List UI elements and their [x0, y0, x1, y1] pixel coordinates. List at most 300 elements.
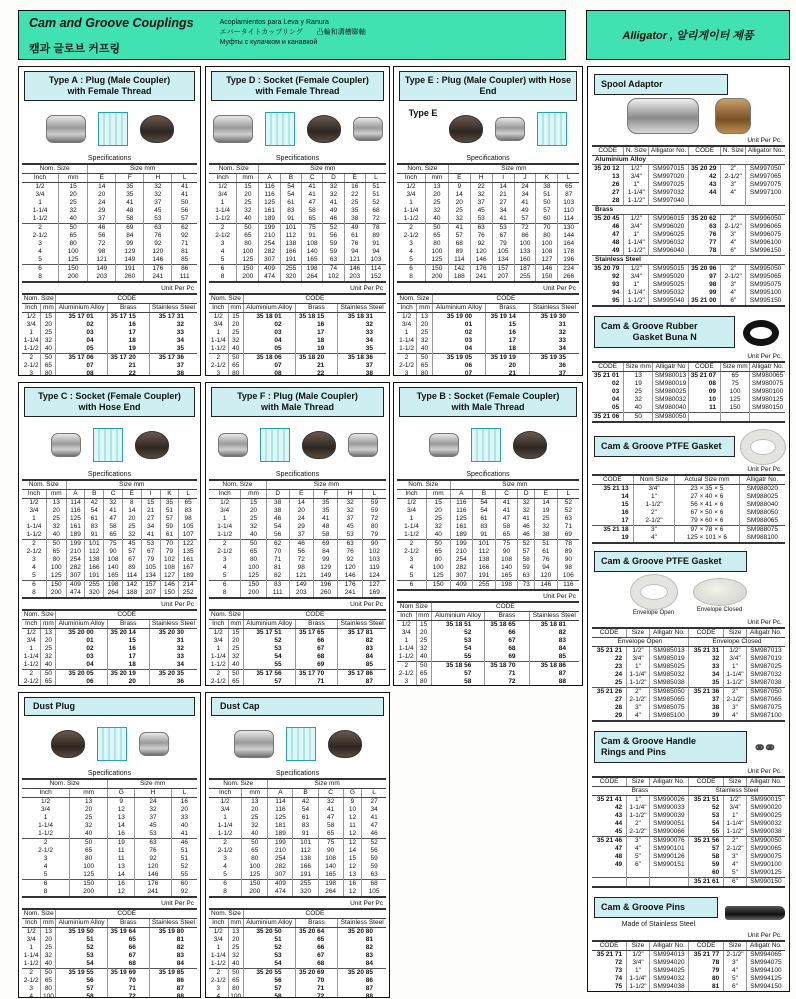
table-cell: 2-1/2" [627, 696, 650, 704]
table-cell: 35 21 36 [688, 688, 723, 697]
table-cell: 8 [223, 888, 227, 895]
rubber-gasket-photo-icon [743, 320, 779, 346]
table-cell: 41 [495, 499, 518, 508]
table-cell: 3/4" [633, 485, 675, 494]
table-cell: 49 [612, 247, 620, 254]
code-table [22, 908, 197, 998]
table-cell: 1-1/4" [624, 189, 649, 197]
product-photo-icon [513, 431, 547, 459]
header-row [397, 174, 579, 183]
product-images [397, 420, 579, 470]
table-cell: 08 [243, 370, 295, 376]
table-cell: 150 [242, 880, 268, 889]
table-cell: 47 [302, 199, 323, 207]
table-cell: 68 [295, 653, 338, 661]
column-header: B [293, 789, 318, 798]
table-cell: 43 [688, 181, 720, 189]
table-cell: 91 [365, 240, 386, 248]
table-cell: 103 [365, 256, 386, 265]
table-cell: 20 [417, 321, 433, 329]
table-cell: 51 [536, 191, 558, 199]
column-header: J [514, 174, 536, 183]
table-cell: 98 [88, 248, 116, 256]
table-cell: 83 [266, 581, 289, 590]
table-cell: SM990039 [649, 812, 688, 820]
table-cell: 57 [243, 985, 295, 993]
table-cell: 57 [56, 985, 107, 993]
table-cell: 9 [448, 183, 470, 192]
column-header: H [135, 789, 172, 798]
table-row [397, 637, 579, 645]
table-row [592, 388, 785, 396]
table-cell: SM996025 [649, 231, 689, 239]
table-cell: 51 [171, 855, 197, 863]
table-cell: 22 [107, 370, 149, 376]
table-cell: 16 [108, 880, 135, 889]
table-cell: 1-1/2 [32, 215, 48, 222]
table-cell: 72 [362, 515, 386, 523]
table-row [209, 240, 386, 248]
table-cell: 142 [448, 265, 470, 274]
table-cell: 41 [172, 183, 197, 192]
table-cell: 2 [397, 224, 426, 233]
table-cell: 47 [318, 814, 343, 822]
header-row [22, 164, 197, 174]
table-cell: 94 [344, 248, 365, 256]
table-row [22, 215, 197, 224]
table-cell: 32 [624, 396, 653, 404]
table-cell: 41 [302, 183, 323, 192]
technical-drawing-icon [97, 727, 127, 761]
table-cell: 35 [160, 499, 179, 508]
table-cell: 150 [46, 581, 66, 590]
code-table [209, 908, 386, 998]
table-row [592, 526, 785, 535]
product-photo-icon [495, 117, 525, 141]
table-row [22, 531, 197, 540]
table-cell: 56 [172, 207, 197, 215]
column-header: Nom. Size [22, 294, 56, 304]
table-row [209, 273, 386, 282]
table-cell: 3" [721, 281, 746, 289]
table-cell: 41 [518, 515, 535, 523]
table-cell: 35 17 15 [107, 313, 149, 322]
table-cell: 5 [223, 871, 227, 878]
table-cell: 52 [243, 944, 295, 952]
table-cell: SM990050 [746, 837, 785, 846]
table-row [209, 548, 386, 556]
table-cell: 187 [514, 265, 536, 274]
table-cell: 68 [295, 960, 338, 969]
table-cell: SM995025 [649, 281, 689, 289]
technical-drawing-icon [537, 112, 567, 146]
table-cell: 191 [85, 572, 104, 581]
alligator-header-title: Alligator , 알리게이터 제품 [622, 30, 754, 42]
table-cell: 52 [688, 804, 723, 812]
table-cell: 102 [160, 556, 179, 564]
table-cell: 2" [724, 688, 747, 697]
header-row [397, 164, 579, 174]
table-cell: 1-1/4" [627, 804, 650, 812]
table-cell: 27 [612, 189, 620, 196]
table-row [22, 329, 197, 337]
table-cell: 03 [611, 388, 620, 395]
table-row [397, 572, 579, 581]
table-cell: 51 [56, 936, 107, 944]
table-cell: 58 [688, 853, 723, 861]
column-header: CODE [592, 941, 627, 951]
table-row [209, 224, 386, 233]
table-cell: 4 [223, 863, 227, 870]
table-cell: 65 [417, 362, 433, 370]
table-cell: SM980019 [653, 380, 688, 388]
table-cell: 81 [688, 983, 723, 992]
table-cell: 35 18 51 [431, 621, 485, 630]
table-cell: 161 [450, 523, 473, 531]
table-cell: SM990126 [649, 853, 688, 861]
table-cell: 114 [268, 798, 293, 807]
section-title: Cam & Groove Pins [594, 897, 718, 918]
section-title: Cam & Groove Rubber Gasket Buna N [594, 316, 735, 348]
table-cell: 176 [470, 265, 492, 274]
table-cell: 32 [688, 655, 723, 663]
table-cell: 65 [242, 847, 268, 855]
table-cell: 2-1/2" [721, 223, 746, 231]
table-cell: 165 [495, 572, 518, 581]
table-row [22, 191, 197, 199]
table-cell: 24 [289, 515, 313, 523]
table-cell: 20 [448, 199, 470, 207]
table-cell: 191 [473, 572, 496, 581]
table-cell: 35 20 62 [688, 215, 720, 224]
table-cell: 70 [266, 548, 289, 556]
column-header: CODE [243, 294, 386, 304]
table-cell: SM985038 [649, 679, 688, 688]
table-cell: 14 [492, 183, 514, 192]
table-cell: 3 [222, 556, 227, 563]
column-header: Stainless Steel [688, 787, 785, 796]
table-cell: 1 [43, 814, 48, 821]
table-cell: 35 18 81 [529, 621, 579, 630]
table-cell: 56 [289, 548, 313, 556]
table-cell: 3/4 [26, 637, 36, 644]
table-cell: 32 [144, 183, 172, 192]
table-cell: 5" [724, 869, 747, 878]
table-cell: 47 [104, 515, 123, 523]
table-cell: 100 [59, 248, 88, 256]
table-cell: 13 [242, 798, 268, 807]
table-cell: 2 [209, 354, 228, 363]
unit-label: Unit Per Pc [350, 285, 383, 292]
table-cell: 41 [318, 806, 343, 814]
table-cell: 307 [450, 572, 473, 581]
table-row [209, 814, 386, 822]
table-cell: SM994065 [746, 951, 785, 960]
table-cell: 19 [624, 380, 653, 388]
table-cell: 241 [470, 273, 492, 282]
table-cell: 79 [688, 967, 723, 975]
table-cell: SM980075 [750, 380, 785, 388]
table-cell: 65 [107, 936, 149, 944]
table-cell: 57 [448, 232, 470, 240]
table-row [22, 944, 197, 952]
column-header: E [88, 174, 116, 183]
table-row [209, 670, 386, 679]
table-cell: 63 [557, 515, 579, 523]
table-row [592, 992, 785, 993]
table-cell: 38 [338, 370, 386, 376]
table-cell: SM980125 [750, 396, 785, 404]
column-header: Nom. Size [397, 294, 432, 304]
table-cell: 02 [432, 329, 485, 337]
table-row [22, 499, 197, 508]
table-cell: SM994100 [746, 967, 785, 975]
table-cell: 90 [104, 548, 123, 556]
table-row [592, 485, 785, 494]
table-cell: 12 [343, 888, 362, 897]
table-cell: 3/4" [624, 173, 649, 181]
table-cell: 198 [302, 265, 323, 274]
table-cell: 41 [104, 507, 123, 515]
column-header: Aluminium Alloy [431, 612, 485, 621]
table-cell: 59 [518, 564, 535, 572]
table-cell: 86 [149, 977, 197, 985]
pin-photo-icon [725, 906, 785, 920]
table-cell: 35 18 36 [338, 354, 386, 363]
column-header: Size mm [268, 779, 386, 789]
table-cell: 14 [535, 499, 558, 508]
table-row [592, 655, 785, 663]
table-cell: 3 [216, 985, 221, 992]
table-cell: 52 [56, 944, 107, 952]
table-cell: 67 [485, 637, 529, 645]
spool-adaptor-brass-photo-icon [715, 98, 751, 134]
table-cell: 1-1/4 [403, 207, 419, 214]
table-cell: 35 [344, 207, 365, 215]
table-row [209, 199, 386, 207]
table-cell: 25 [228, 645, 243, 653]
table-cell: 59 [323, 240, 344, 248]
table-cell: 169 [362, 589, 386, 598]
table-cell: 122 [179, 540, 197, 549]
table-cell: 2" [633, 509, 675, 517]
table-cell: 17 [295, 329, 338, 337]
table-row [209, 863, 386, 871]
table-cell: 06 [432, 362, 485, 370]
table-cell: 80 [237, 240, 259, 248]
table-cell: 02 [243, 321, 295, 329]
table-cell: 2-1/2" [721, 173, 746, 181]
table-cell: SM997075 [746, 181, 785, 189]
table-cell: 150 [160, 589, 179, 598]
table-cell: 80 [362, 523, 386, 531]
table-cell: 254 [66, 556, 85, 564]
table-cell: 14 [108, 822, 135, 830]
table-cell: 199 [259, 224, 280, 233]
table-cell: 2-1/2" [633, 517, 675, 526]
table-cell: 97 × 78 × 6 [675, 526, 739, 535]
table-row [592, 493, 785, 501]
table-cell: 252 [179, 589, 197, 598]
table-cell: 35 19 85 [149, 969, 197, 978]
table-cell: 35 20 96 [688, 265, 720, 274]
table-cell: 85 [529, 653, 579, 662]
table-cell: 16 [344, 183, 365, 192]
table-row [209, 191, 386, 199]
table-cell: 207 [141, 589, 160, 598]
table-cell: 1-1/4 [26, 523, 42, 530]
product-photo-icon [140, 115, 174, 143]
table-cell: 58 [243, 993, 295, 998]
table-row [22, 822, 197, 830]
table-cell: 32 [149, 645, 197, 653]
table-cell: 2 [397, 662, 416, 671]
table-cell: 71 [557, 523, 579, 531]
table-cell: 77 [688, 239, 720, 247]
table-cell: 1-1/2 [217, 830, 233, 837]
table-cell: 1/2 [22, 183, 59, 192]
table-cell: 50 [426, 224, 449, 233]
section-row: Stainless Steel [592, 256, 785, 265]
table-cell: 3 [43, 855, 48, 862]
table-cell: 49 [514, 207, 536, 215]
table-cell: 05 [56, 345, 107, 354]
table-cell: 13 [70, 798, 108, 807]
product-images [22, 104, 197, 154]
table-cell: 53 [135, 830, 172, 839]
envelope-open-photo-icon [631, 575, 677, 609]
table-cell: 1" [627, 663, 650, 671]
table-cell: 94 [535, 564, 558, 572]
table-cell: 33 [149, 653, 197, 661]
table-row [397, 354, 579, 363]
table-row [397, 653, 579, 662]
table-row [592, 812, 785, 820]
table-cell: 76 [338, 548, 362, 556]
table-cell: 1 [32, 515, 36, 522]
column-header: D [323, 174, 344, 183]
table-cell: 86 [172, 265, 197, 274]
table-row [22, 960, 197, 969]
table-cell: 32 [338, 321, 386, 329]
table-cell: 13 [41, 928, 56, 937]
table-cell: 409 [268, 880, 293, 889]
table-cell: 3/4 [26, 321, 36, 328]
table-row [209, 354, 386, 363]
column-header: Inch [22, 490, 46, 499]
table-cell: 61 [473, 515, 496, 523]
table-row [592, 223, 785, 231]
table-cell: 35 18 01 [243, 313, 295, 322]
table-cell: 1/2" [724, 647, 747, 656]
table-cell: 67 [107, 952, 149, 960]
table-cell: 50 [41, 670, 56, 679]
table-cell: 120 [135, 863, 172, 871]
table-cell: 166 [293, 863, 318, 871]
column-header: CODE [688, 777, 723, 787]
spec-caption: Specifications [466, 155, 510, 162]
table-cell: 307 [268, 871, 293, 880]
table-row [397, 564, 579, 572]
header-row [592, 362, 785, 372]
product-photo-icon [302, 431, 336, 459]
table-cell: 8 [43, 888, 48, 895]
table-cell: 1-1/2" [627, 983, 650, 992]
table-cell: 55 [431, 653, 485, 662]
table-row [209, 589, 386, 598]
table-cell: 83 [529, 637, 579, 645]
table-cell: SM997015 [649, 165, 689, 174]
table-cell: SM988040 [739, 501, 785, 509]
table-row [397, 248, 579, 256]
table-row [209, 370, 386, 376]
table-cell: 54 [243, 653, 295, 661]
table-cell: 35 17 81 [338, 629, 386, 638]
table-cell: 29 [88, 207, 116, 215]
table-cell: 1/2" [627, 647, 650, 656]
column-header: CODE [431, 602, 579, 612]
table-cell: 32 [70, 822, 108, 830]
product-images [209, 719, 386, 769]
product-images [22, 420, 197, 470]
column-header: Inch [22, 304, 41, 313]
table-cell: 55 [243, 661, 295, 670]
table-cell: 37 [88, 215, 116, 224]
header-row [22, 779, 197, 789]
table-cell: 320 [293, 888, 318, 897]
table-cell: 67 [492, 232, 514, 240]
spec-caption: Specifications [275, 155, 320, 162]
table-cell: 1/2 [22, 629, 41, 638]
table-cell: 1/2 [209, 183, 237, 192]
unit-label: Unit Per Pc. [747, 768, 782, 775]
table-cell: 41 [492, 215, 514, 224]
table-cell: 85 [338, 661, 386, 670]
table-cell: 207 [492, 273, 514, 282]
table-row [592, 845, 785, 853]
column-header: Nom. Size [209, 909, 243, 919]
table-cell: 69 [295, 661, 338, 670]
table-cell: 264 [302, 273, 323, 282]
column-header: mm [46, 490, 66, 499]
table-row [209, 265, 386, 274]
product-images [592, 575, 785, 616]
table-cell: 101 [85, 540, 104, 549]
header-row [209, 610, 386, 620]
subtitle-japanese-chinese: エバータイトカップリング 凸輪和溝槽聯軸 [219, 29, 366, 36]
table-cell: SM990151 [649, 861, 688, 869]
column-header: Stainless Steel [338, 304, 386, 313]
table-cell: 35 19 05 [432, 354, 485, 363]
table-cell: SM996050 [746, 215, 785, 224]
table-cell: SM985019 [649, 655, 688, 663]
table-cell: 178 [558, 248, 579, 256]
header-titles [29, 16, 194, 54]
table-cell: SM990020 [746, 804, 785, 812]
table-cell: 146 [135, 871, 172, 880]
table-cell [688, 992, 723, 993]
table-row [22, 515, 197, 523]
technical-drawing-icon [286, 727, 316, 761]
table-cell: 1/2 [209, 313, 228, 322]
table-cell: 99 [116, 240, 144, 248]
table-cell: 1/2 [397, 313, 417, 322]
table-cell: 138 [473, 556, 496, 564]
table-cell: 3/4" [624, 223, 649, 231]
table-cell: 84 [338, 653, 386, 661]
table-cell: 32 [104, 499, 123, 508]
table-row [22, 572, 197, 581]
